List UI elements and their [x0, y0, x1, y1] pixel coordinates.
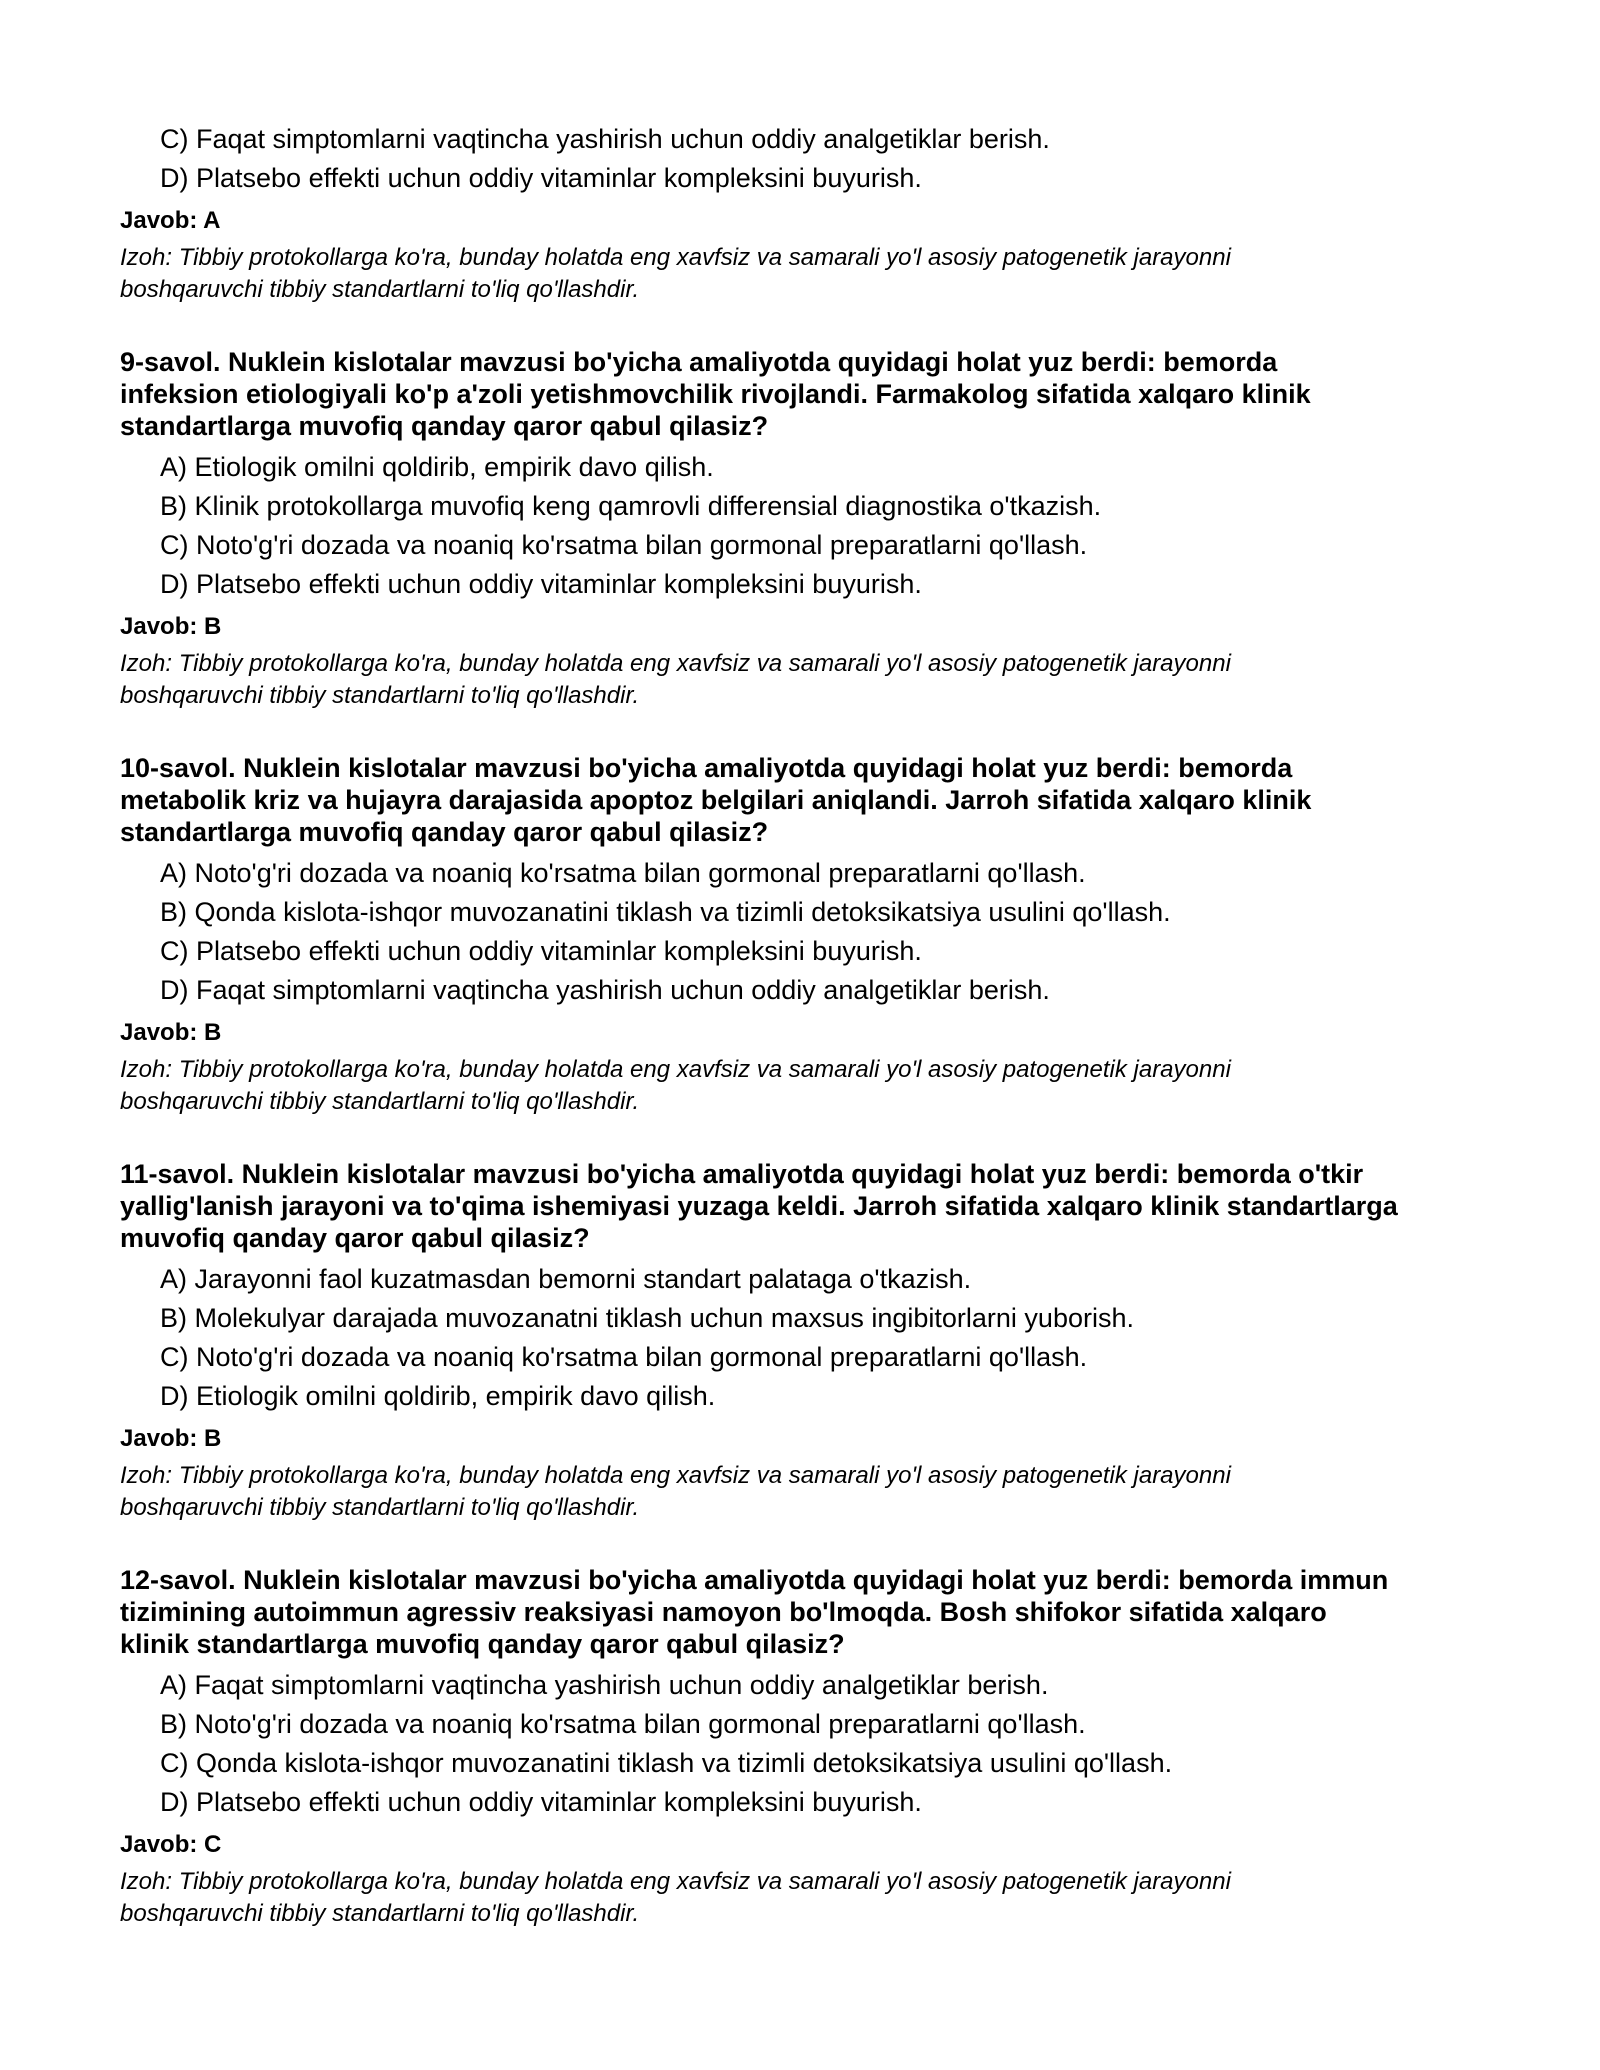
option-a: A) Faqat simptomlarni vaqtincha yashirish uchun oddiy analgetiklar berish.: [160, 1670, 1049, 1700]
question-line: 12-savol. Nuklein kislotalar mavzusi bo'yicha amaliyotda quyidagi holat yuz berdi: bemorda immun: [120, 1565, 1389, 1595]
document-page: [120, 120, 1490, 1930]
option-d: D) Faqat simptomlarni vaqtincha yashirish uchun oddiy analgetiklar berish.: [160, 975, 1050, 1005]
note-line: Izoh: Tibbiy protokollarga ko'ra, bunday holatda eng xavfsiz va samarali yo'l asosiy patogenetik jarayonni: [120, 1056, 1231, 1083]
option-d: D) Etiologik omilni qoldirib, empirik davo qilish.: [160, 1381, 716, 1411]
option-a: A) Noto'g'ri dozada va noaniq ko'rsatma bilan gormonal preparatlarni qo'llash.: [160, 858, 1086, 888]
question-8-continued: [120, 120, 1490, 306]
question-line: standartlarga muvofiq qanday qaror qabul qilasiz?: [120, 411, 769, 441]
question-line: yallig'lanish jarayoni va to'qima ishemiyasi yuzaga keldi. Jarroh sifatida xalqaro klinik standartlarga: [120, 1191, 1398, 1221]
question-text: [120, 346, 1490, 442]
option-a: A) Jarayonni faol kuzatmasdan bemorni standart palataga o'tkazish.: [160, 1264, 972, 1294]
note-line: Izoh: Tibbiy protokollarga ko'ra, bunday holatda eng xavfsiz va samarali yo'l asosiy patogenetik jarayonni: [120, 1462, 1231, 1489]
option-b: B) Molekulyar darajada muvozanatni tiklash uchun maxsus ingibitorlarni yuborish.: [160, 1303, 1134, 1333]
explanation-note: [120, 1054, 1490, 1118]
note-line: boshqaruvchi tibbiy standartlarni to'liq qo'llashdir.: [120, 276, 640, 303]
note-line: boshqaruvchi tibbiy standartlarni to'liq qo'llashdir.: [120, 1494, 640, 1521]
option-b: B) Noto'g'ri dozada va noaniq ko'rsatma bilan gormonal preparatlarni qo'llash.: [160, 1709, 1086, 1739]
question-line: standartlarga muvofiq qanday qaror qabul qilasiz?: [120, 817, 769, 847]
note-line: Izoh: Tibbiy protokollarga ko'ra, bunday holatda eng xavfsiz va samarali yo'l asosiy patogenetik jarayonni: [120, 650, 1231, 677]
question-line: tizimining autoimmun agressiv reaksiyasi namoyon bo'lmoqda. Bosh shifokor sifatida xalqaro: [120, 1597, 1327, 1627]
option-c: C) Noto'g'ri dozada va noaniq ko'rsatma bilan gormonal preparatlarni qo'llash.: [160, 1342, 1088, 1372]
note-line: boshqaruvchi tibbiy standartlarni to'liq qo'llashdir.: [120, 682, 640, 709]
question-text: [120, 1158, 1490, 1254]
explanation-note: [120, 242, 1490, 306]
question-text: [120, 752, 1490, 848]
question-line: infeksion etiologiyali ko'p a'zoli yetishmovchilik rivojlandi. Farmakolog sifatida xalqaro klinik: [120, 379, 1311, 409]
explanation-note: [120, 1866, 1490, 1930]
answer-label: Javob: B: [120, 613, 222, 640]
option-d: D) Platsebo effekti uchun oddiy vitaminlar kompleksini buyurish.: [160, 569, 922, 599]
note-line: boshqaruvchi tibbiy standartlarni to'liq qo'llashdir.: [120, 1900, 640, 1927]
option-c: C) Platsebo effekti uchun oddiy vitaminlar kompleksini buyurish.: [160, 936, 922, 966]
note-line: Izoh: Tibbiy protokollarga ko'ra, bunday holatda eng xavfsiz va samarali yo'l asosiy patogenetik jarayonni: [120, 244, 1231, 271]
option-c: C) Noto'g'ri dozada va noaniq ko'rsatma bilan gormonal preparatlarni qo'llash.: [160, 530, 1088, 560]
option-c: C) Faqat simptomlarni vaqtincha yashirish uchun oddiy analgetiklar berish.: [160, 124, 1050, 154]
explanation-note: [120, 1460, 1490, 1524]
question-11: [120, 1158, 1490, 1524]
question-text: [120, 1564, 1490, 1660]
question-line: 11-savol. Nuklein kislotalar mavzusi bo'yicha amaliyotda quyidagi holat yuz berdi: bemorda o'tkir: [120, 1159, 1364, 1189]
option-c: C) Qonda kislota-ishqor muvozanatini tiklash va tizimli detoksikatsiya usulini qo'llash.: [160, 1748, 1173, 1778]
option-a: A) Etiologik omilni qoldirib, empirik davo qilish.: [160, 452, 714, 482]
note-line: boshqaruvchi tibbiy standartlarni to'liq qo'llashdir.: [120, 1088, 640, 1115]
question-9: [120, 346, 1490, 712]
question-line: muvofiq qanday qaror qabul qilasiz?: [120, 1223, 590, 1253]
option-d: D) Platsebo effekti uchun oddiy vitaminlar kompleksini buyurish.: [160, 163, 922, 193]
option-b: B) Qonda kislota-ishqor muvozanatini tiklash va tizimli detoksikatsiya usulini qo'llash.: [160, 897, 1171, 927]
answer-label: Javob: B: [120, 1425, 222, 1452]
question-line: metabolik kriz va hujayra darajasida apoptoz belgilari aniqlandi. Jarroh sifatida xalqaro klinik: [120, 785, 1312, 815]
question-line: 10-savol. Nuklein kislotalar mavzusi bo'yicha amaliyotda quyidagi holat yuz berdi: bemorda: [120, 753, 1293, 783]
question-12: [120, 1564, 1490, 1930]
answer-label: Javob: B: [120, 1019, 222, 1046]
option-d: D) Platsebo effekti uchun oddiy vitaminlar kompleksini buyurish.: [160, 1787, 922, 1817]
explanation-note: [120, 648, 1490, 712]
answer-label: Javob: C: [120, 1831, 222, 1858]
question-line: klinik standartlarga muvofiq qanday qaror qabul qilasiz?: [120, 1629, 845, 1659]
question-line: 9-savol. Nuklein kislotalar mavzusi bo'yicha amaliyotda quyidagi holat yuz berdi: bemorda: [120, 347, 1278, 377]
option-b: B) Klinik protokollarga muvofiq keng qamrovli differensial diagnostika o'tkazish.: [160, 491, 1102, 521]
note-line: Izoh: Tibbiy protokollarga ko'ra, bunday holatda eng xavfsiz va samarali yo'l asosiy patogenetik jarayonni: [120, 1868, 1231, 1895]
question-10: [120, 752, 1490, 1118]
answer-label: Javob: A: [120, 207, 221, 234]
